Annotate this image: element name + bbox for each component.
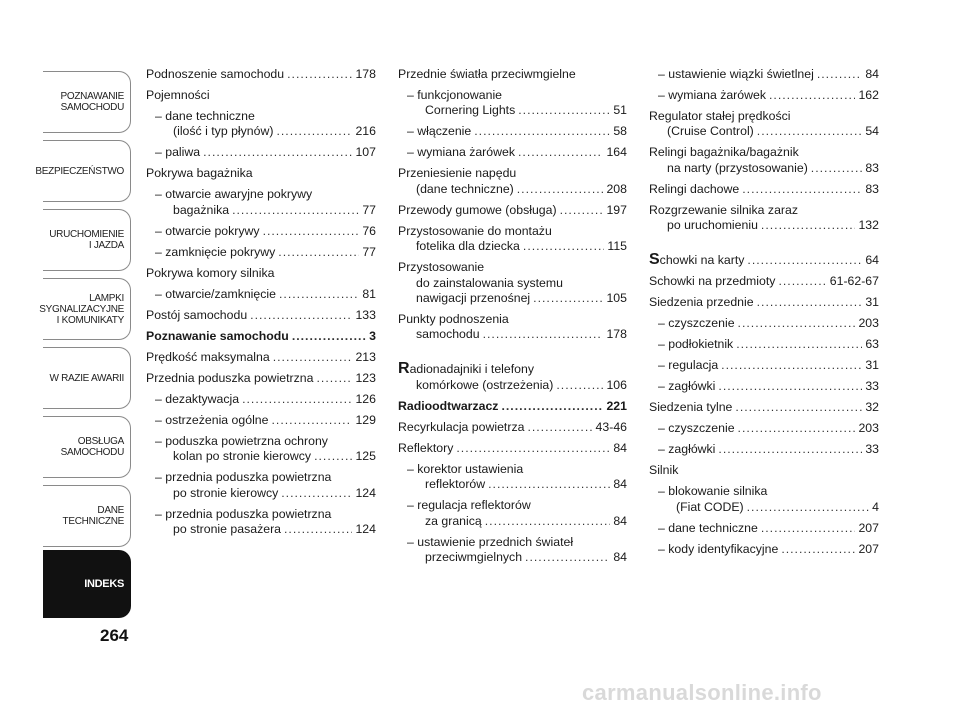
index-entry-text: – przednia poduszka powietrzna [155, 506, 332, 521]
index-page-number[interactable]: 84 [613, 550, 627, 565]
index-page-number[interactable]: 4 [872, 499, 879, 514]
index-entry-text: Podnoszenie samochodu [146, 67, 285, 81]
index-entry[interactable] [649, 484, 879, 515]
index-entry-text: – ustawienie wiązki świetlnej [658, 67, 814, 81]
leader-dots [242, 392, 352, 407]
index-entry[interactable] [649, 274, 879, 289]
index-page-number[interactable]: 83 [865, 160, 879, 175]
index-entry-text: Poznawanie samochodu [146, 328, 289, 343]
index-entry-text: – ostrzeżenia ogólne [155, 412, 269, 427]
leader-dots [757, 295, 863, 310]
index-entry-text: Regulator stałej prędkości [649, 109, 791, 123]
index-entry-text: Przednie światła przeciwmgielne [398, 67, 576, 81]
index-entry-text: komórkowe (ostrzeżenia) [416, 377, 554, 392]
index-entry[interactable] [649, 421, 879, 436]
index-entry-text: Silnik [649, 463, 679, 478]
index-entry[interactable] [146, 266, 376, 281]
index-entry-text: Recyrkulacja powietrza [398, 419, 525, 434]
leader-dots [735, 400, 862, 415]
index-entry-text: Punkty podnoszenia [398, 312, 509, 327]
index-entry-text: – dezaktywacja [155, 391, 240, 406]
tab-bezpieczenstwo[interactable]: BEZPIECZEŃSTWO [43, 140, 131, 202]
index-page-number[interactable]: 61-62-67 [829, 274, 879, 289]
index-entry[interactable] [649, 542, 879, 557]
leader-dots [781, 542, 855, 557]
index-page-number[interactable]: 129 [355, 412, 376, 427]
leader-dots [757, 124, 863, 139]
index-entry-text: – przednia poduszka powietrzna [155, 470, 332, 485]
leader-dots [263, 224, 360, 239]
index-page-number[interactable]: 84 [613, 477, 627, 492]
leader-dots [721, 358, 862, 373]
leader-dots [761, 521, 856, 536]
leader-dots [769, 88, 855, 103]
index-entry[interactable] [398, 361, 627, 393]
index-entry[interactable] [146, 145, 376, 160]
index-entry-text: (dane techniczne) [416, 181, 514, 196]
index-page-number[interactable]: 162 [858, 88, 879, 102]
index-page-number[interactable]: 221 [606, 398, 627, 413]
index-page-number[interactable]: 178 [606, 327, 627, 342]
index-entry[interactable] [146, 371, 376, 386]
index-entry-text: Reflektory [398, 440, 454, 455]
index-entry[interactable] [649, 337, 879, 352]
leader-dots [778, 274, 826, 289]
tab-dane-techniczne[interactable]: DANE TECHNICZNE [43, 485, 131, 547]
index-entry[interactable] [146, 434, 376, 465]
index-entry-text: – kody identyfikacyjne [658, 541, 779, 556]
leader-dots [276, 124, 352, 139]
index-entry[interactable] [398, 67, 627, 82]
index-entry-text: (Cruise Control) [667, 124, 754, 139]
index-entry-text: – otwarcie pokrywy [155, 223, 260, 238]
index-entry-text: – otwarcie/zamknięcie [155, 286, 276, 301]
index-entry[interactable] [146, 109, 376, 140]
index-page-number[interactable]: 51 [613, 103, 627, 118]
index-page-number[interactable]: 43-46 [595, 419, 627, 434]
index-entry-text: – wymiana żarówek [407, 145, 515, 160]
index-entry-text: (ilość i typ płynów) [173, 124, 274, 139]
page-number: 264 [100, 626, 129, 645]
index-page-number[interactable]: 32 [865, 400, 879, 415]
index-page-number[interactable]: 203 [858, 316, 879, 331]
index-entry[interactable] [649, 358, 879, 373]
leader-dots [232, 203, 359, 218]
index-entry[interactable] [398, 420, 627, 435]
index-entry-text: Siedzenia przednie [649, 295, 754, 310]
leader-dots [533, 291, 603, 306]
leader-dots [738, 421, 856, 436]
tab-obsluga-samochodu[interactable]: OBSŁUGA SAMOCHODU [43, 416, 131, 478]
index-page-number[interactable]: 105 [606, 291, 627, 306]
index-entry[interactable] [146, 88, 376, 103]
leader-dots [474, 124, 610, 139]
index-entry[interactable] [146, 392, 376, 407]
tab-lampki-sygnalizacyjne[interactable]: LAMPKI SYGNALIZACYJNE I KOMUNIKATY [43, 278, 131, 340]
index-entry[interactable] [146, 329, 376, 344]
leader-dots [284, 522, 352, 537]
index-page-number[interactable]: 76 [362, 223, 376, 238]
index-entry[interactable] [398, 166, 627, 197]
index-page-number[interactable]: 125 [355, 449, 376, 464]
index-entry[interactable] [649, 203, 879, 234]
index-entry-text: Pokrywa bagażnika [146, 166, 253, 181]
index-entry[interactable] [398, 203, 627, 218]
index-page-number[interactable]: 132 [858, 218, 879, 233]
index-entry-text: bagażnika [173, 202, 230, 217]
leader-dots [485, 514, 611, 529]
index-entry[interactable] [649, 88, 879, 103]
index-page-number[interactable]: 33 [865, 379, 879, 394]
watermark: carmanualsonline.info [582, 680, 822, 705]
index-entry-text: Przystosowanie do montażu [398, 223, 552, 238]
leader-dots [761, 218, 856, 233]
index-entry[interactable] [649, 67, 879, 82]
index-entry-text: po uruchomieniu [667, 218, 758, 233]
index-entry-text: Przeniesienie napędu [398, 166, 517, 181]
section-initial-letter: S [649, 251, 660, 269]
index-entry[interactable] [146, 187, 376, 218]
index-entry-text: – paliwa [155, 145, 201, 160]
index-page-number[interactable]: 64 [865, 253, 879, 268]
index-entry-text: – dane techniczne [155, 109, 255, 123]
index-entry-text: za granicą [425, 513, 482, 528]
index-entry-text: Radioodtwarzacz [398, 398, 499, 413]
leader-dots [518, 145, 603, 160]
index-entry-text: Radionadajniki i telefony [398, 360, 534, 378]
index-entry-text: reflektorów [425, 477, 486, 492]
index-entry-text: – zagłówki [658, 379, 716, 394]
leader-dots [560, 203, 604, 218]
index-page-number[interactable]: 126 [355, 391, 376, 406]
index-entry-text: do zainstalowania systemu [416, 275, 563, 290]
index-entry[interactable] [146, 245, 376, 260]
index-entry[interactable] [146, 350, 376, 365]
section-gap [649, 239, 879, 252]
leader-dots [718, 442, 862, 457]
index-entry[interactable] [398, 88, 627, 119]
tab-w-razie-awarii[interactable]: W RAZIE AWARII [43, 347, 131, 409]
index-entry[interactable] [398, 145, 627, 160]
index-entry-text: Postój samochodu [146, 307, 248, 322]
index-entry[interactable] [649, 295, 879, 310]
index-entry[interactable] [649, 182, 879, 197]
index-entry[interactable] [146, 166, 376, 181]
leader-dots [456, 441, 610, 456]
index-page-number[interactable]: 107 [355, 145, 376, 160]
leader-dots [287, 67, 352, 82]
index-entry-text: Pojemności [146, 88, 210, 102]
index-entry-text: – dane techniczne [658, 520, 758, 535]
index-page-number[interactable]: 63 [865, 337, 879, 352]
leader-dots [488, 477, 610, 492]
index-entry-text: – wymiana żarówek [658, 88, 766, 102]
index-entry-text: Pokrywa komory silnika [146, 265, 275, 280]
leader-dots [742, 182, 862, 197]
leader-dots [525, 550, 610, 565]
index-column-2 [398, 67, 627, 571]
index-entry-text: po stronie pasażera [173, 522, 282, 537]
index-page-number[interactable]: 213 [355, 349, 376, 364]
index-entry-text: – korektor ustawienia [407, 461, 524, 476]
index-page-number[interactable]: 164 [606, 145, 627, 160]
index-entry[interactable] [146, 308, 376, 323]
index-entry-text: Relingi dachowe [649, 181, 740, 196]
index-page-number[interactable]: 81 [362, 286, 376, 301]
leader-dots [281, 486, 352, 501]
leader-dots [314, 449, 352, 464]
index-page-number[interactable]: 83 [865, 181, 879, 196]
index-page-number[interactable]: 3 [369, 328, 376, 343]
index-page-number[interactable]: 77 [362, 244, 376, 259]
index-entry-text: – poduszka powietrzna ochrony [155, 433, 328, 448]
index-entry[interactable] [649, 145, 879, 176]
index-page-number[interactable]: 33 [865, 442, 879, 457]
index-entry-text: – zagłówki [658, 442, 716, 457]
index-page-number[interactable]: 133 [355, 307, 376, 322]
index-column-1 [146, 67, 376, 543]
index-entry-text: fotelika dla dziecka [416, 239, 520, 254]
index-entry-text: Rozgrzewanie silnika zaraz [649, 202, 798, 217]
index-page-number[interactable]: 106 [606, 377, 627, 392]
leader-dots [556, 378, 603, 393]
leader-dots [250, 308, 352, 323]
leader-dots [747, 253, 862, 268]
index-page-number[interactable]: 31 [865, 295, 879, 310]
index-entry-text: nawigacji przenośnej [416, 291, 531, 306]
index-entry-text: Prędkość maksymalna [146, 349, 270, 364]
index-page-number[interactable]: 77 [362, 202, 376, 217]
index-entry[interactable] [398, 124, 627, 139]
leader-dots [203, 145, 352, 160]
index-entry-text: przeciwmgielnych [425, 550, 523, 565]
index-entry-text: Siedzenia tylne [649, 400, 733, 415]
index-page-number[interactable]: 84 [613, 513, 627, 528]
tab-uruchomienie-i-jazda[interactable]: URUCHOMIENIE I JAZDA [43, 209, 131, 271]
index-entry[interactable] [398, 399, 627, 414]
index-page-number[interactable]: 124 [355, 485, 376, 500]
leader-dots [718, 379, 862, 394]
index-entry-text: Schowki na karty [649, 251, 745, 269]
leader-dots [501, 399, 603, 414]
index-entry-text: – funkcjonowanie [407, 88, 503, 102]
index-page-number[interactable]: 207 [858, 541, 879, 556]
index-entry-text: – regulacja [658, 358, 719, 373]
leader-dots [271, 413, 352, 428]
index-entry[interactable] [649, 252, 879, 268]
index-column-3 [649, 67, 879, 563]
index-page-number[interactable]: 115 [607, 239, 627, 254]
index-entry[interactable] [649, 400, 879, 415]
index-page-number[interactable]: 124 [355, 522, 376, 537]
index-entry[interactable] [398, 535, 627, 566]
index-entry[interactable] [146, 67, 376, 82]
index-entry-text: – zamknięcie pokrywy [155, 244, 276, 259]
leader-dots [279, 287, 359, 302]
index-entry-text: – regulacja reflektorów [407, 498, 531, 513]
leader-dots [738, 316, 856, 331]
index-entry[interactable] [398, 224, 627, 255]
leader-dots [518, 103, 610, 118]
tab-indeks[interactable]: INDEKS [43, 550, 131, 618]
index-entry[interactable] [398, 260, 627, 306]
index-entry-text: kolan po stronie kierowcy [173, 449, 312, 464]
index-entry[interactable] [649, 521, 879, 536]
index-entry-text: (Fiat CODE) [676, 499, 744, 514]
index-entry[interactable] [649, 109, 879, 140]
index-page-number[interactable]: 208 [606, 181, 627, 196]
index-page-number[interactable]: 54 [865, 124, 879, 139]
index-entry-text: Cornering Lights [425, 103, 516, 118]
index-entry-text: – otwarcie awaryjne pokrywy [155, 187, 313, 202]
leader-dots [811, 161, 863, 176]
index-page-number[interactable]: 207 [858, 520, 879, 535]
section-initial-letter: R [398, 360, 410, 378]
index-page-number[interactable]: 197 [606, 202, 627, 217]
leader-dots [527, 420, 592, 435]
index-entry-text: – podłokietnik [658, 337, 734, 352]
index-entry-text: – czyszczenie [658, 316, 735, 331]
index-entry[interactable] [649, 463, 879, 478]
index-entry-text: – czyszczenie [658, 421, 735, 436]
index-entry-text: samochodu [416, 327, 480, 342]
leader-dots [273, 350, 353, 365]
index-page-number[interactable]: 203 [858, 421, 879, 436]
index-entry[interactable] [649, 379, 879, 394]
index-entry[interactable] [146, 287, 376, 302]
leader-dots [316, 371, 352, 386]
index-entry-text: po stronie kierowcy [173, 485, 279, 500]
index-entry[interactable] [649, 442, 879, 457]
index-entry-text: – blokowanie silnika [658, 484, 768, 499]
leader-dots [483, 327, 604, 342]
index-entry[interactable] [146, 507, 376, 538]
index-page-number[interactable]: 123 [355, 370, 376, 385]
index-entry[interactable] [146, 224, 376, 239]
index-entry-text: Przewody gumowe (obsługa) [398, 202, 557, 217]
leader-dots [292, 329, 366, 344]
tab-poznawanie-samochodu[interactable]: POZNAWANIE SAMOCHODU [43, 71, 131, 133]
index-page-number[interactable]: 216 [355, 124, 376, 139]
leader-dots [736, 337, 862, 352]
index-page-number[interactable]: 178 [355, 67, 376, 81]
index-entry[interactable] [398, 441, 627, 456]
index-entry[interactable] [398, 498, 627, 529]
index-entry-text: Przednia poduszka powietrzna [146, 370, 314, 385]
index-entry[interactable] [649, 316, 879, 331]
index-page-number[interactable]: 58 [613, 124, 627, 139]
index-entry[interactable] [146, 470, 376, 501]
index-entry-text: na narty (przystosowanie) [667, 160, 808, 175]
index-entry[interactable] [146, 413, 376, 428]
index-entry-text: Przystosowanie [398, 260, 485, 275]
leader-dots [747, 500, 870, 515]
section-gap [398, 348, 627, 361]
index-entry-text: – włączenie [407, 124, 472, 139]
index-page-number[interactable]: 84 [865, 67, 879, 81]
leader-dots [817, 67, 862, 82]
leader-dots [278, 245, 359, 260]
index-entry-text: Schowki na przedmioty [649, 274, 776, 289]
index-page-number[interactable]: 84 [613, 440, 627, 455]
index-entry[interactable] [398, 312, 627, 343]
index-entry[interactable] [398, 462, 627, 493]
index-entry-text: Relingi bagażnika/bagażnik [649, 145, 799, 160]
index-entry-text: – ustawienie przednich świateł [407, 534, 574, 549]
leader-dots [517, 182, 604, 197]
leader-dots [523, 239, 604, 254]
index-page-number[interactable]: 31 [865, 358, 879, 373]
